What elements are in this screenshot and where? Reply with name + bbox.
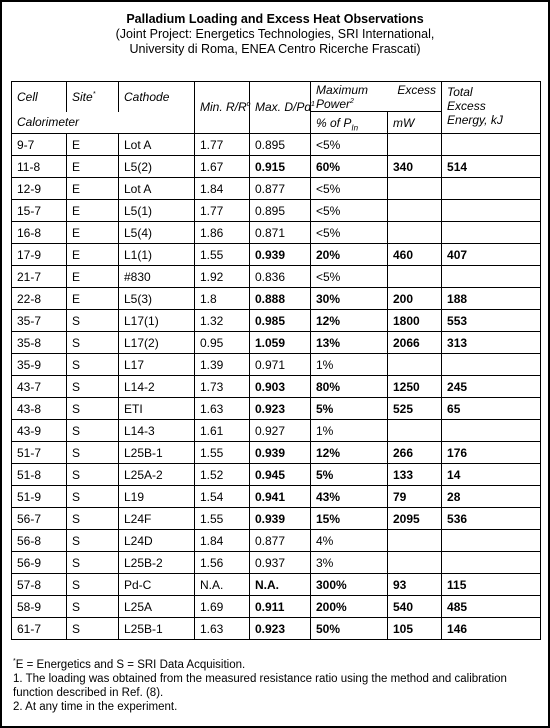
min-rr-cell: 1.32 (195, 310, 250, 332)
cathode-cell: L14-2 (119, 376, 195, 398)
max-dpd-cell: 0.903 (250, 376, 311, 398)
cell-id-cell: 12-9 (12, 178, 67, 200)
cathode-cell: L14-3 (119, 420, 195, 442)
pct-pin-cell: 60% (311, 156, 388, 178)
min-rr-cell: 1.77 (195, 134, 250, 156)
mw-cell: 266 (388, 442, 442, 464)
cathode-cell: L17(1) (119, 310, 195, 332)
cathode-cell: L25B-1 (119, 442, 195, 464)
pct-pin-cell: 3% (311, 552, 388, 574)
footnote-1: 1. The loading was obtained from the measured resistance ratio using the method and calibration function described in Ref. (8). (13, 673, 507, 699)
max-dpd-cell: 0.939 (250, 244, 311, 266)
total-kj-cell: 553 (442, 310, 541, 332)
mw-cell: 93 (388, 574, 442, 596)
min-rr-cell: 1.61 (195, 420, 250, 442)
cathode-cell: L24F (119, 508, 195, 530)
mw-cell: 1250 (388, 376, 442, 398)
mw-cell: 525 (388, 398, 442, 420)
table-row (12, 420, 541, 442)
site-cell: S (67, 530, 119, 552)
max-dpd-cell: 0.836 (250, 266, 311, 288)
cathode-cell: L25B-2 (119, 552, 195, 574)
site-cell: S (67, 464, 119, 486)
pct-pin-cell: 15% (311, 508, 388, 530)
pct-pin-cell: 300% (311, 574, 388, 596)
table-row (12, 530, 541, 552)
table-row (12, 354, 541, 376)
document-header (2, 2, 548, 56)
footnotes (13, 658, 533, 714)
header-pct-pin: % of $P_{In}$ (311, 112, 388, 134)
mw-cell (388, 266, 442, 288)
total-kj-cell (442, 222, 541, 244)
header-max-dpd: Max. D/Pd$^1$ (250, 82, 311, 134)
total-kj-cell (442, 420, 541, 442)
cell-id-cell: 21-7 (12, 266, 67, 288)
table-row (12, 222, 541, 244)
pct-pin-cell: 12% (311, 442, 388, 464)
cathode-cell: #830 (119, 266, 195, 288)
site-cell: S (67, 354, 119, 376)
site-cell: S (67, 618, 119, 640)
total-kj-cell: 65 (442, 398, 541, 420)
mw-cell: 200 (388, 288, 442, 310)
cathode-cell: L19 (119, 486, 195, 508)
site-cell: E (67, 266, 119, 288)
max-dpd-cell: 0.971 (250, 354, 311, 376)
max-dpd-cell: 0.877 (250, 530, 311, 552)
pct-pin-cell: 80% (311, 376, 388, 398)
table-row (12, 200, 541, 222)
max-dpd-cell: 0.927 (250, 420, 311, 442)
header-cathode: Cathode (119, 82, 195, 112)
table-row (12, 464, 541, 486)
mw-cell (388, 222, 442, 244)
total-kj-cell (442, 266, 541, 288)
pct-pin-cell: 200% (311, 596, 388, 618)
cathode-cell: Lot A (119, 178, 195, 200)
pct-pin-cell: 30% (311, 288, 388, 310)
table-row (12, 442, 541, 464)
table-row (12, 376, 541, 398)
header-total-excess-energy: Total Excess Energy, kJ (442, 82, 541, 134)
table-row (12, 134, 541, 156)
total-kj-cell: 245 (442, 376, 541, 398)
mw-cell (388, 552, 442, 574)
min-rr-cell: N.A. (195, 574, 250, 596)
max-dpd-cell: 0.937 (250, 552, 311, 574)
min-rr-cell: 1.63 (195, 618, 250, 640)
min-rr-cell: 1.8 (195, 288, 250, 310)
site-cell: E (67, 178, 119, 200)
mw-cell: 2095 (388, 508, 442, 530)
header-site: Site* (67, 82, 119, 112)
pct-pin-cell: <5% (311, 178, 388, 200)
site-cell: E (67, 288, 119, 310)
total-kj-cell: 485 (442, 596, 541, 618)
min-rr-cell: 1.77 (195, 200, 250, 222)
document-subtitle-line-2: University di Roma, ENEA Centro Ricerche Frascati) (129, 41, 421, 56)
mw-cell: 540 (388, 596, 442, 618)
min-rr-cell: 1.69 (195, 596, 250, 618)
site-cell: S (67, 486, 119, 508)
cathode-cell: L25A (119, 596, 195, 618)
site-cell: S (67, 332, 119, 354)
pct-pin-cell: 12% (311, 310, 388, 332)
mw-cell (388, 530, 442, 552)
total-kj-cell: 313 (442, 332, 541, 354)
mw-cell: 2066 (388, 332, 442, 354)
max-dpd-cell: 0.939 (250, 508, 311, 530)
site-cell: E (67, 134, 119, 156)
mw-cell (388, 134, 442, 156)
site-cell: S (67, 596, 119, 618)
site-cell: S (67, 376, 119, 398)
max-dpd-cell: 0.895 (250, 200, 311, 222)
table-row (12, 266, 541, 288)
cell-id-cell: 15-7 (12, 200, 67, 222)
total-kj-cell (442, 552, 541, 574)
pct-pin-cell: 50% (311, 618, 388, 640)
header-mw: mW (388, 112, 442, 134)
cell-id-cell: 22-8 (12, 288, 67, 310)
cell-id-cell: 51-7 (12, 442, 67, 464)
mw-cell: 1800 (388, 310, 442, 332)
min-rr-cell: 1.84 (195, 178, 250, 200)
site-cell: S (67, 398, 119, 420)
min-rr-cell: 1.86 (195, 222, 250, 244)
cell-id-cell: 43-9 (12, 420, 67, 442)
cell-id-cell: 56-9 (12, 552, 67, 574)
min-rr-cell: 1.54 (195, 486, 250, 508)
table-row (12, 574, 541, 596)
cell-id-cell: 58-9 (12, 596, 67, 618)
cathode-cell: Lot A (119, 134, 195, 156)
table-row (12, 552, 541, 574)
max-dpd-cell: 0.877 (250, 178, 311, 200)
pct-pin-cell: <5% (311, 222, 388, 244)
footnote-site: *E = Energetics and S = SRI Data Acquisition. (13, 658, 246, 671)
cathode-cell: L17 (119, 354, 195, 376)
max-dpd-cell: 0.911 (250, 596, 311, 618)
pct-pin-cell: 1% (311, 420, 388, 442)
header-max-excess-power: Maximum Excess Power$^2$ (311, 82, 442, 112)
cell-id-cell: 35-7 (12, 310, 67, 332)
document-subtitle-line-1: (Joint Project: Energetics Technologies, SRI International, (115, 27, 435, 41)
table-header-row-1 (12, 82, 541, 112)
site-cell: S (67, 552, 119, 574)
cathode-cell: L25B-1 (119, 618, 195, 640)
table-body (12, 134, 541, 640)
max-dpd-cell: 0.923 (250, 618, 311, 640)
cell-id-cell: 56-8 (12, 530, 67, 552)
site-cell: S (67, 574, 119, 596)
table-row (12, 596, 541, 618)
min-rr-cell: 1.55 (195, 442, 250, 464)
cell-id-cell: 9-7 (12, 134, 67, 156)
min-rr-cell: 1.73 (195, 376, 250, 398)
total-kj-cell (442, 530, 541, 552)
pct-pin-cell: <5% (311, 200, 388, 222)
cell-id-cell: 51-8 (12, 464, 67, 486)
table-row (12, 178, 541, 200)
max-dpd-cell: 0.895 (250, 134, 311, 156)
cathode-cell: L17(2) (119, 332, 195, 354)
total-kj-cell: 407 (442, 244, 541, 266)
pct-pin-cell: 5% (311, 398, 388, 420)
pct-pin-cell: <5% (311, 266, 388, 288)
observations-table (11, 81, 541, 640)
header-calorimeter: Calorimeter (12, 112, 195, 134)
mw-cell: 133 (388, 464, 442, 486)
cathode-cell: L24D (119, 530, 195, 552)
mw-cell (388, 200, 442, 222)
site-cell: E (67, 244, 119, 266)
cell-id-cell: 43-7 (12, 376, 67, 398)
max-dpd-cell: 0.888 (250, 288, 311, 310)
mw-cell: 105 (388, 618, 442, 640)
min-rr-cell: 1.52 (195, 464, 250, 486)
min-rr-cell: 1.84 (195, 530, 250, 552)
pct-pin-cell: 1% (311, 354, 388, 376)
site-cell: S (67, 508, 119, 530)
min-rr-cell: 1.39 (195, 354, 250, 376)
total-kj-cell: 28 (442, 486, 541, 508)
header-cell: Cell (12, 82, 67, 112)
cathode-cell: L5(1) (119, 200, 195, 222)
min-rr-cell: 1.63 (195, 398, 250, 420)
cathode-cell: L5(2) (119, 156, 195, 178)
total-kj-cell: 115 (442, 574, 541, 596)
total-kj-cell: 14 (442, 464, 541, 486)
pct-pin-cell: 13% (311, 332, 388, 354)
site-cell: E (67, 222, 119, 244)
table-row (12, 332, 541, 354)
max-dpd-cell: 0.941 (250, 486, 311, 508)
site-cell: S (67, 310, 119, 332)
cathode-cell: L5(3) (119, 288, 195, 310)
cell-id-cell: 57-8 (12, 574, 67, 596)
table-row (12, 486, 541, 508)
mw-cell: 460 (388, 244, 442, 266)
cell-id-cell: 61-7 (12, 618, 67, 640)
mw-cell (388, 420, 442, 442)
mw-cell: 79 (388, 486, 442, 508)
cell-id-cell: 16-8 (12, 222, 67, 244)
cell-id-cell: 56-7 (12, 508, 67, 530)
cell-id-cell: 43-8 (12, 398, 67, 420)
min-rr-cell: 1.55 (195, 508, 250, 530)
min-rr-cell: 1.55 (195, 244, 250, 266)
total-kj-cell: 146 (442, 618, 541, 640)
cathode-cell: L5(4) (119, 222, 195, 244)
cathode-cell: Pd-C (119, 574, 195, 596)
max-dpd-cell: 0.985 (250, 310, 311, 332)
max-dpd-cell: 0.915 (250, 156, 311, 178)
table-row (12, 310, 541, 332)
cell-id-cell: 35-9 (12, 354, 67, 376)
mw-cell (388, 178, 442, 200)
max-dpd-cell: 0.939 (250, 442, 311, 464)
table-row (12, 156, 541, 178)
max-dpd-cell: 0.871 (250, 222, 311, 244)
total-kj-cell: 536 (442, 508, 541, 530)
total-kj-cell (442, 134, 541, 156)
pct-pin-cell: 20% (311, 244, 388, 266)
table-row (12, 618, 541, 640)
total-kj-cell (442, 178, 541, 200)
site-cell: S (67, 442, 119, 464)
table-row (12, 398, 541, 420)
total-kj-cell (442, 354, 541, 376)
site-cell: S (67, 420, 119, 442)
site-cell: E (67, 156, 119, 178)
table-row (12, 508, 541, 530)
cell-id-cell: 51-9 (12, 486, 67, 508)
max-dpd-cell: N.A. (250, 574, 311, 596)
pct-pin-cell: 43% (311, 486, 388, 508)
mw-cell: 340 (388, 156, 442, 178)
site-cell: E (67, 200, 119, 222)
table-row (12, 244, 541, 266)
max-dpd-cell: 1.059 (250, 332, 311, 354)
max-dpd-cell: 0.923 (250, 398, 311, 420)
total-kj-cell: 514 (442, 156, 541, 178)
min-rr-cell: 0.95 (195, 332, 250, 354)
cell-id-cell: 11-8 (12, 156, 67, 178)
pct-pin-cell: <5% (311, 134, 388, 156)
total-kj-cell: 176 (442, 442, 541, 464)
min-rr-cell: 1.67 (195, 156, 250, 178)
total-kj-cell: 188 (442, 288, 541, 310)
cathode-cell: L25A-2 (119, 464, 195, 486)
min-rr-cell: 1.56 (195, 552, 250, 574)
total-kj-cell (442, 200, 541, 222)
cell-id-cell: 35-8 (12, 332, 67, 354)
footnote-2: 2. At any time in the experiment. (13, 701, 178, 713)
cathode-cell: ETI (119, 398, 195, 420)
mw-cell (388, 354, 442, 376)
header-min-rr: Min. $R/R^o$ (195, 82, 250, 134)
document-title: Palladium Loading and Excess Heat Observations (126, 12, 424, 26)
pct-pin-cell: 4% (311, 530, 388, 552)
min-rr-cell: 1.92 (195, 266, 250, 288)
max-dpd-cell: 0.945 (250, 464, 311, 486)
cell-id-cell: 17-9 (12, 244, 67, 266)
cathode-cell: L1(1) (119, 244, 195, 266)
pct-pin-cell: 5% (311, 464, 388, 486)
table-row (12, 288, 541, 310)
